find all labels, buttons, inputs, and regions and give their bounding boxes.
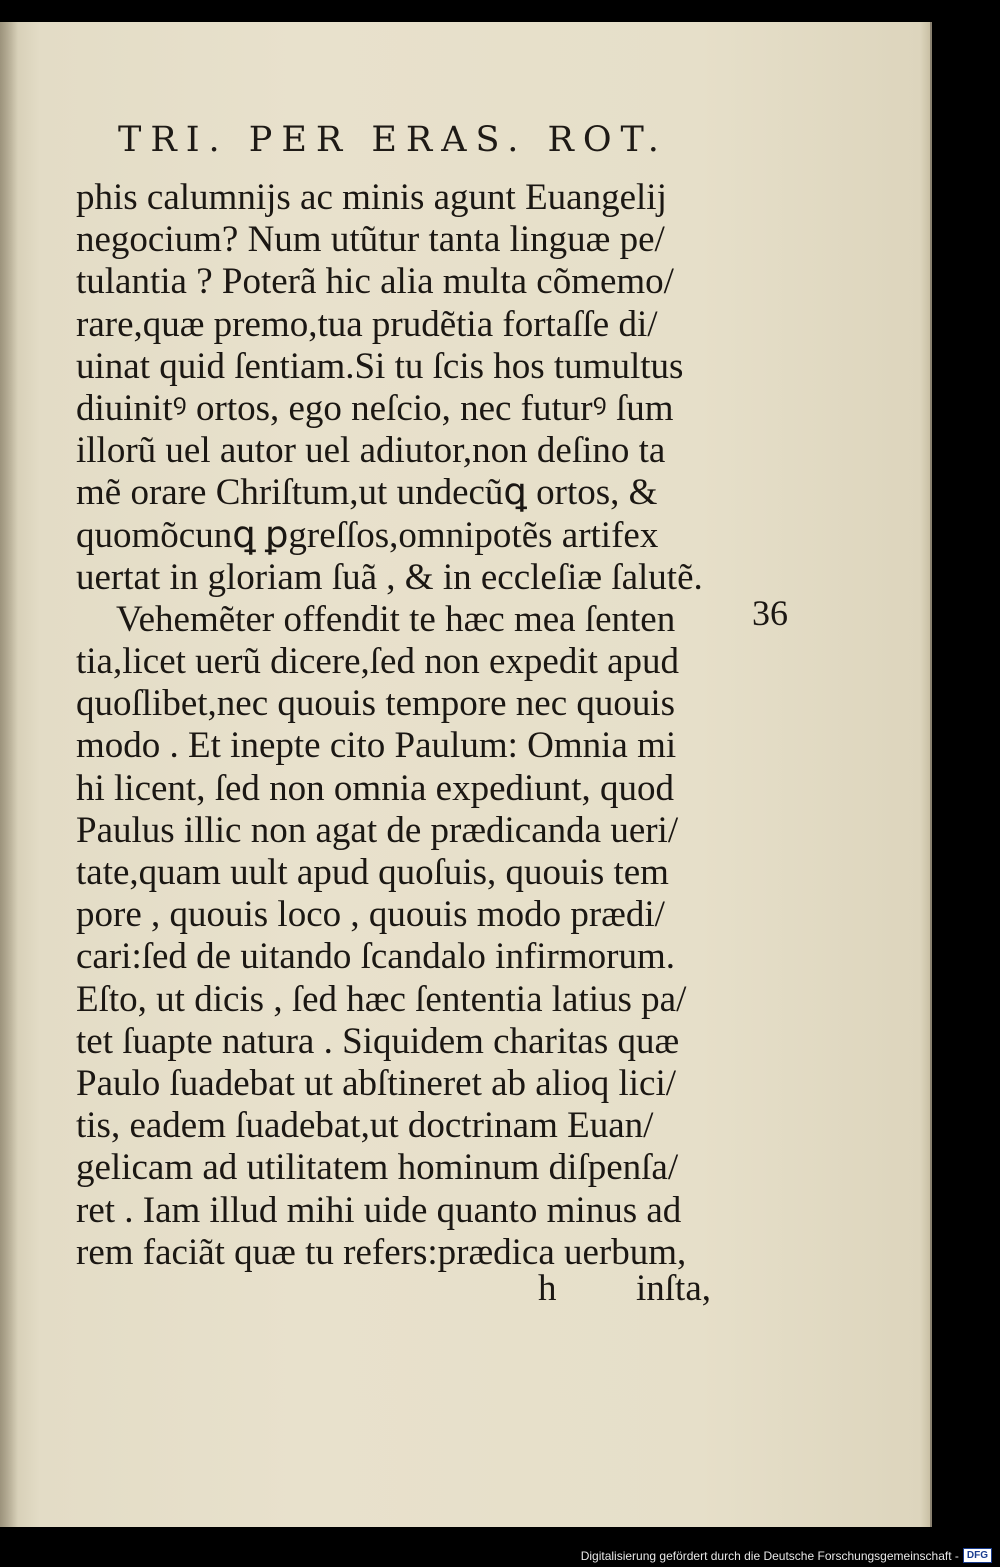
text-line: tet ſuapte natura . Siquidem charitas quæ <box>76 1020 680 1062</box>
text-line: ret . Iam illud mihi uide quanto minus ad <box>76 1189 682 1231</box>
text-line: quomõcunꝗ ꝑgreſſos,omnipotẽs artifex <box>76 514 659 556</box>
text-line: tis, eadem ſuadebat,ut doctrinam Euan/ <box>76 1105 654 1147</box>
text-line: negocium? Num utũtur tanta linguæ pe/ <box>76 219 665 261</box>
text-line: uertat in gloriam ſuã , & in eccleſiæ ſalutẽ. <box>76 556 703 598</box>
text-line: quoſlibet,nec quouis tempore nec quouis <box>76 683 676 725</box>
text-line: diuinitꝰ ortos, ego neſcio, nec futurꝰ ſum <box>76 387 674 429</box>
credit-text: Digitalisierung gefördert durch die Deutsche Forschungsgemeinschaft - <box>580 1548 959 1563</box>
text-line: tate,quam uult apud quoſuis, quouis tem <box>76 852 669 893</box>
text-line: illorũ uel autor uel adiutor,non deſino ta <box>76 430 666 472</box>
text-line: mẽ orare Chriſtum,ut undecũꝗ ortos, & <box>76 472 658 514</box>
signature-mark: h <box>538 1268 557 1309</box>
text-line: phis calumniјs ac minis agunt Euangelij <box>76 177 667 218</box>
page-body <box>76 177 756 1274</box>
text-line: rem faciãt quæ tu refers:prædica uerbum, <box>76 1231 687 1273</box>
margin-note: 36 <box>752 593 788 633</box>
text-line: tulantia ? Poterã hic alia multa cõmemo/ <box>76 261 674 303</box>
text-line: cari:ſed de uitando ſcandalo infirmorum. <box>76 936 675 978</box>
text-line: pore , quouis loco , quouis modo prædi/ <box>76 894 665 936</box>
text-line: modo . Et inepte cito Paulum: Omnia mi <box>76 725 677 767</box>
text-line: gelicam ad utilitatem hominum diſpenſa/ <box>76 1147 679 1189</box>
text-line: hi licent, ſed non omnia expediunt, quod <box>76 767 675 809</box>
text-line: rare,quæ premo,tua prudẽtia fortaſſe di/ <box>76 303 658 345</box>
text-line: tia,licet uerũ dicere,ſed non expedit apud <box>76 641 680 683</box>
text-line-paragraph-start: Vehemẽter offendit te hæc mea ſenten <box>116 598 676 640</box>
dfg-logo: DFG <box>963 1548 992 1563</box>
text-line: Eſto, ut dicis , ſed hæc ſententia latius pa/ <box>76 978 687 1020</box>
digitization-credit <box>581 1548 992 1563</box>
catchword: inſta, <box>636 1268 712 1309</box>
running-header: TRI. PER ERAS. ROT. <box>118 120 668 160</box>
text-line: Paulo ſuadebat ut abſtineret ab alioq lici/ <box>76 1062 677 1104</box>
text-line: Paulus illic non agat de prædicanda ueri/ <box>76 809 679 851</box>
book-page <box>0 22 932 1527</box>
text-line: uinat quid ſentiam.Si tu ſcis hos tumultus <box>76 345 684 387</box>
